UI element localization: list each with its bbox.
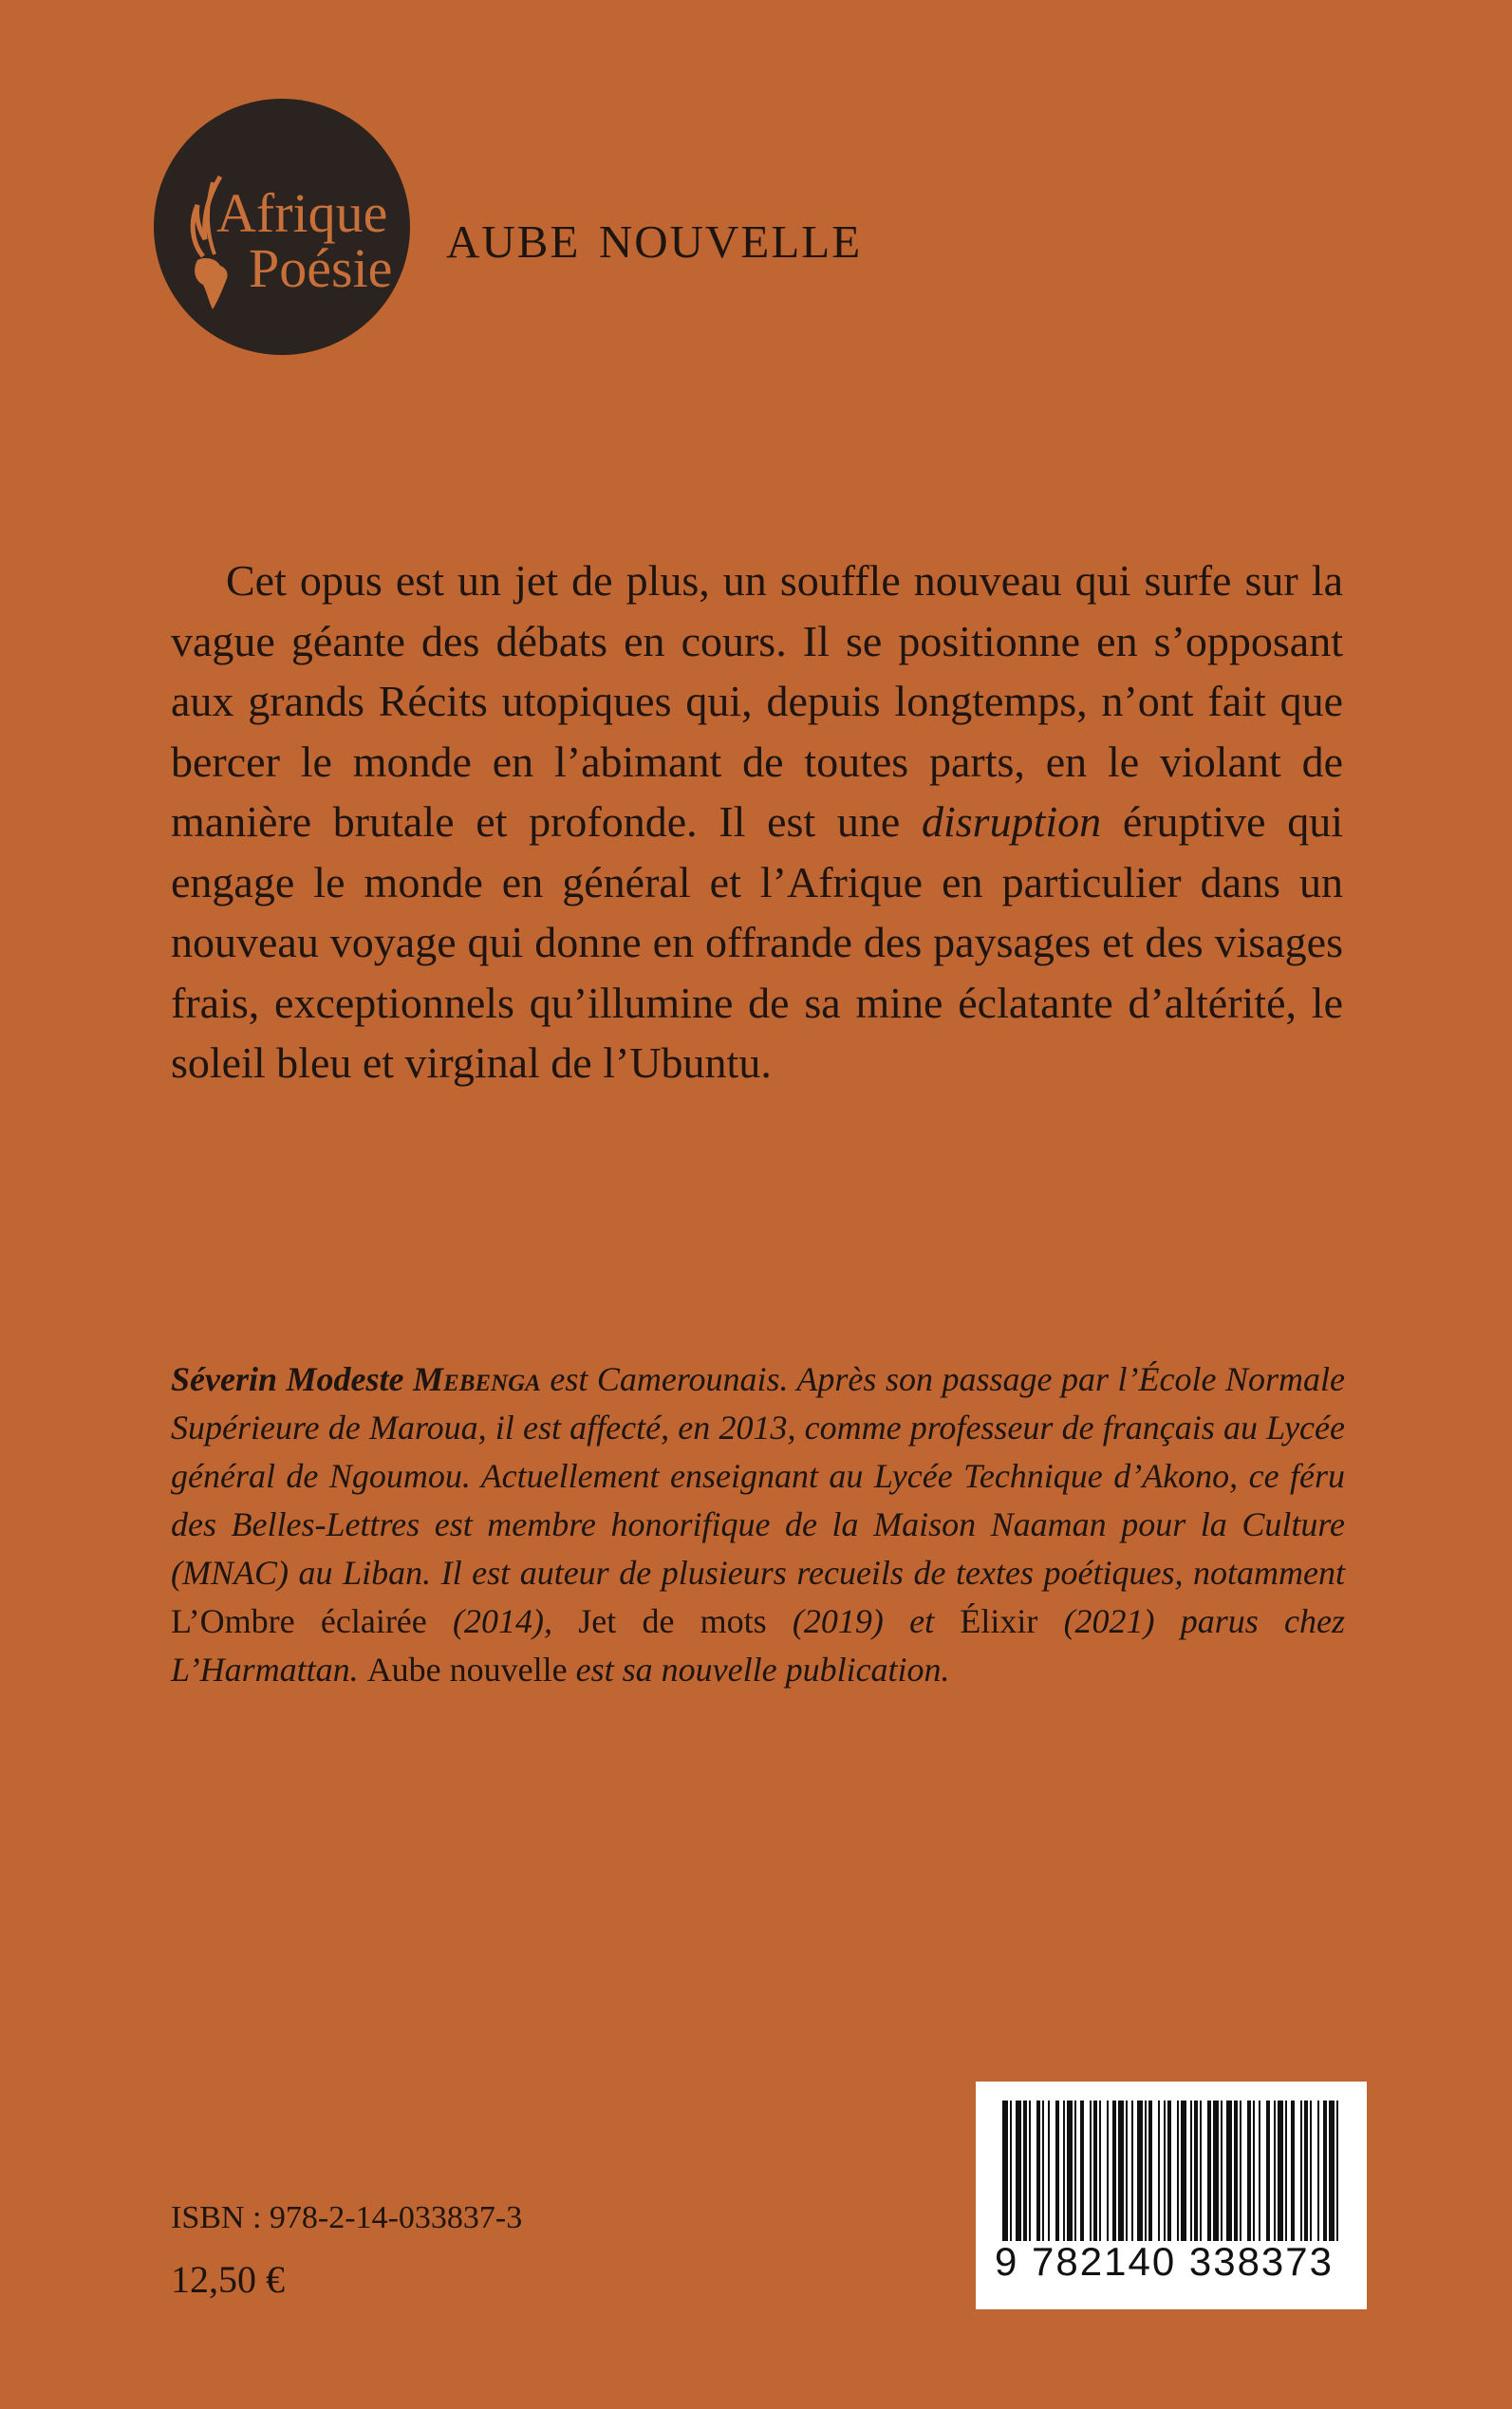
- barcode-bar: [1329, 2101, 1335, 2241]
- barcode-bar: [1099, 2101, 1101, 2241]
- barcode-bar: [1048, 2101, 1050, 2241]
- book-blurb: [171, 551, 1343, 1093]
- barcode-bar: [1190, 2101, 1192, 2241]
- barcode-bar: [1300, 2101, 1302, 2241]
- book-title-2: Jet de mots: [578, 1602, 767, 1640]
- barcode-bar: [1137, 2101, 1143, 2241]
- series-title: aube nouvelle: [446, 199, 863, 272]
- barcode-bar: [1291, 2101, 1295, 2241]
- price: 12,50 €: [171, 2258, 285, 2301]
- barcode-bar: [1266, 2101, 1270, 2241]
- barcode-bar: [1090, 2101, 1092, 2241]
- blurb-italic-word: disruption: [921, 797, 1102, 846]
- barcode-bar: [1207, 2101, 1211, 2241]
- barcode-bar: [1221, 2101, 1223, 2241]
- bio-text-5: est sa nouvelle publication.: [567, 1651, 950, 1689]
- barcode-bar: [1042, 2101, 1044, 2241]
- bio-text-3: (2019) et: [766, 1602, 961, 1640]
- barcode-bar: [1029, 2101, 1031, 2241]
- barcode-bar: [1253, 2101, 1255, 2241]
- barcode-bar: [1023, 2101, 1027, 2241]
- barcode-bar: [1259, 2101, 1260, 2241]
- barcode-bar: [1200, 2101, 1202, 2241]
- barcode-bar: [1118, 2101, 1124, 2241]
- barcode-bar: [1285, 2101, 1287, 2241]
- logo-text-afrique: Afrique: [216, 182, 388, 244]
- book-title-4: Aube nouvelle: [366, 1651, 568, 1689]
- barcode-bar: [1247, 2101, 1251, 2241]
- barcode-bar: [1010, 2101, 1012, 2241]
- author-first-name: Séverin Modeste: [171, 1360, 414, 1398]
- bio-text-4: (2021) parus chez L’Harmattan.: [171, 1602, 1345, 1689]
- barcode-bar: [1336, 2101, 1338, 2241]
- barcode-bar: [1304, 2101, 1308, 2241]
- barcode-bar: [1310, 2101, 1312, 2241]
- barcode-bar: [1112, 2101, 1116, 2241]
- barcode-bar: [1080, 2101, 1084, 2241]
- book-title-1: L’Ombre éclairée: [171, 1602, 427, 1640]
- author-last-name: Mebenga: [413, 1360, 541, 1398]
- barcode-bar: [1158, 2101, 1160, 2241]
- barcode-bar: [1131, 2101, 1133, 2241]
- barcode-bar: [1002, 2101, 1008, 2241]
- barcode-bar: [1323, 2101, 1327, 2241]
- barcode-bar: [1126, 2101, 1128, 2241]
- author-bio: [171, 1355, 1345, 1694]
- barcode-bar: [1074, 2101, 1076, 2241]
- publisher-logo: [154, 99, 410, 355]
- barcode-bar: [1317, 2101, 1319, 2241]
- barcode-bar: [1055, 2101, 1059, 2241]
- barcode-bar: [1148, 2101, 1152, 2241]
- barcode-bar: [1213, 2101, 1219, 2241]
- barcode-bar: [1181, 2101, 1186, 2241]
- blurb-text-1: Cet opus est un jet de plus, un souffle nouveau qui surfe sur la vague géante des débats en cours. Il se positionne en s’opposant aux grands Récits utopiques qui, depuis longtemps, n’ont fait que bercer le monde en l’abimant de toutes parts, en le violant de manière brutale et profonde. Il est une: [171, 556, 1343, 846]
- barcode-bar: [1167, 2101, 1171, 2241]
- bio-text-1: est Camerounais. Après son passage par l’École Normale Supérieure de Maroua, il est affecté, en 2013, comme professeur de français au Lycée général de Ngoumou. Actuellement enseignant au Lycée Technique d’Akono, ce féru des Belles-Lettres est membre honorifique de la Maison Naaman pour la Culture (MNAC) au Liban. Il est auteur de plusieurs recueils de textes poétiques, notamment: [171, 1360, 1345, 1592]
- barcode-bar: [1016, 2101, 1021, 2241]
- barcode-bar: [1194, 2101, 1198, 2241]
- barcode-bar: [1164, 2101, 1166, 2241]
- barcode-bar: [1036, 2101, 1040, 2241]
- book-title-3: Élixir: [960, 1602, 1038, 1640]
- barcode-bar: [1067, 2101, 1073, 2241]
- bio-text-2: (2014),: [426, 1602, 579, 1640]
- barcode-bar: [1177, 2101, 1179, 2241]
- isbn: ISBN : 978-2-14-033837-3: [171, 2200, 523, 2235]
- barcode-bar: [1107, 2101, 1109, 2241]
- barcode-bar: [1234, 2101, 1238, 2241]
- barcode-bar: [1063, 2101, 1065, 2241]
- barcode: [976, 2082, 1367, 2309]
- barcode-digits: 9 782140 338373: [995, 2239, 1334, 2284]
- barcode-bar: [1240, 2101, 1241, 2241]
- barcode-bars: [1002, 2101, 1340, 2241]
- barcode-bar: [1278, 2101, 1283, 2241]
- blurb-text-2: éruptive qui engage le monde en général et l’Afrique en particulier dans un nouveau voyage qui donne en offrande des paysages et des visages frais, exceptionnels qu’illumine de sa mine éclatante d’altérité, le soleil bleu et virginal de l’Ubuntu.: [171, 797, 1343, 1087]
- barcode-bar: [1274, 2101, 1276, 2241]
- barcode-bar: [1145, 2101, 1147, 2241]
- logo-text-poesie: Poésie: [249, 237, 393, 299]
- barcode-bar: [1226, 2101, 1232, 2241]
- barcode-bar: [1093, 2101, 1097, 2241]
